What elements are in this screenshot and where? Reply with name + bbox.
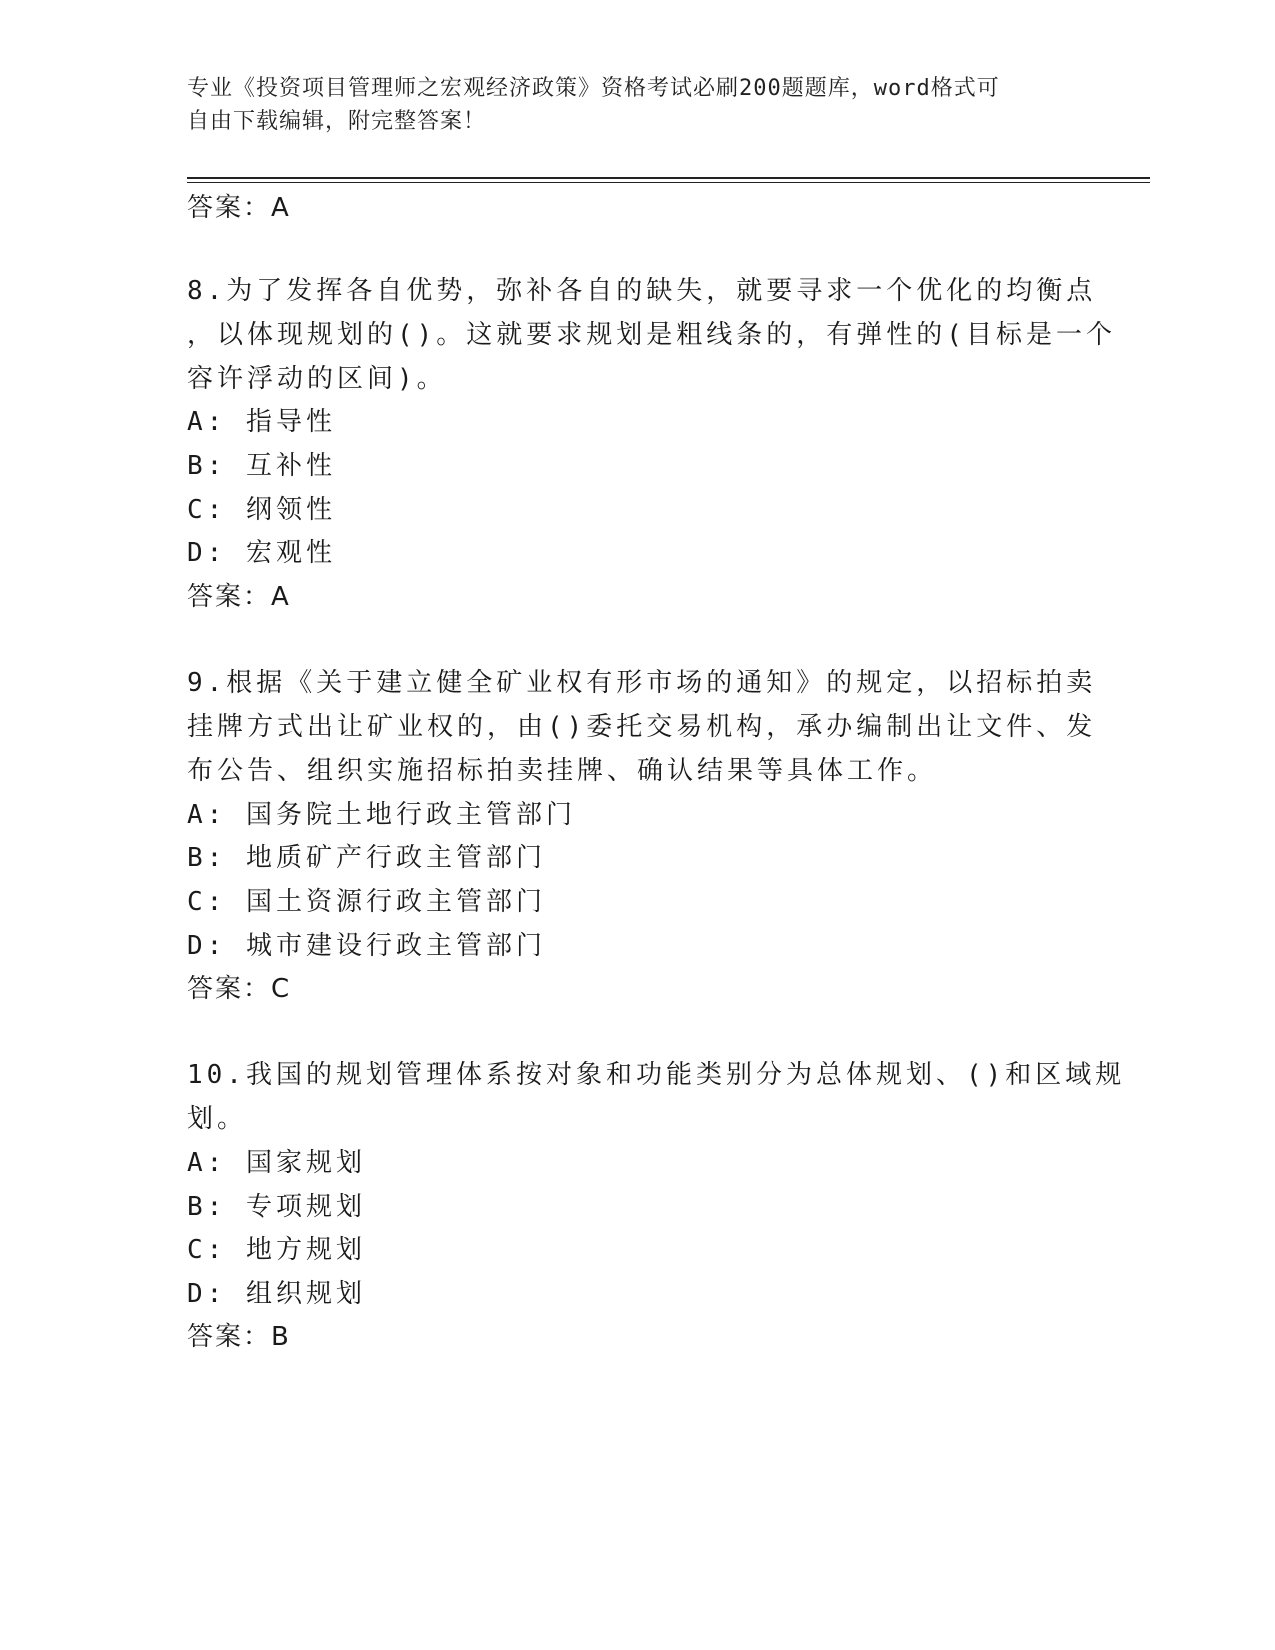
document-header (187, 72, 1067, 138)
answer-q8: 答案：A (187, 582, 291, 612)
question-8-option-c: C: 纲领性 (187, 495, 336, 525)
question-10-option-c: C: 地方规划 (187, 1235, 366, 1265)
question-9-line-1: 9.根据《关于建立健全矿业权有形市场的通知》的规定，以招标拍卖 (187, 668, 1097, 698)
question-10-option-d: D: 组织规划 (187, 1279, 366, 1309)
answer-q7: 答案：A (187, 193, 291, 223)
question-8-option-a: A: 指导性 (187, 407, 336, 437)
question-8-line-3: 容许浮动的区间)。 (187, 364, 447, 394)
answer-q10: 答案：B (187, 1322, 291, 1352)
header-divider-thin (187, 182, 1150, 183)
question-9-line-2: 挂牌方式出让矿业权的，由()委托交易机构，承办编制出让文件、发 (187, 712, 1097, 742)
question-10-line-1: 10.我国的规划管理体系按对象和功能类别分为总体规划、()和区域规 (187, 1060, 1126, 1090)
question-9-option-b: B: 地质矿产行政主管部门 (187, 843, 546, 873)
header-divider-thick (187, 177, 1150, 179)
question-9-option-c: C: 国土资源行政主管部门 (187, 887, 546, 917)
question-10-option-a: A: 国家规划 (187, 1148, 366, 1178)
question-9-option-a: A: 国务院土地行政主管部门 (187, 800, 576, 830)
header-line-2: 自由下载编辑，附完整答案！ (187, 109, 487, 134)
header-line-1: 专业《投资项目管理师之宏观经济政策》资格考试必刷200题题库，word格式可 (187, 76, 1000, 101)
question-10-line-2: 划。 (187, 1104, 248, 1134)
question-10-option-b: B: 专项规划 (187, 1192, 366, 1222)
question-8-line-1: 8.为了发挥各自优势，弥补各自的缺失，就要寻求一个优化的均衡点 (187, 276, 1097, 306)
question-8-line-2: ，以体现规划的()。这就要求规划是粗线条的，有弹性的(目标是一个 (187, 320, 1116, 350)
question-9-option-d: D: 城市建设行政主管部门 (187, 931, 546, 961)
question-9-line-3: 布公告、组织实施招标拍卖挂牌、确认结果等具体工作。 (187, 756, 938, 786)
question-8-option-b: B: 互补性 (187, 451, 336, 481)
answer-q9: 答案：C (187, 974, 292, 1004)
question-8-option-d: D: 宏观性 (187, 538, 336, 568)
